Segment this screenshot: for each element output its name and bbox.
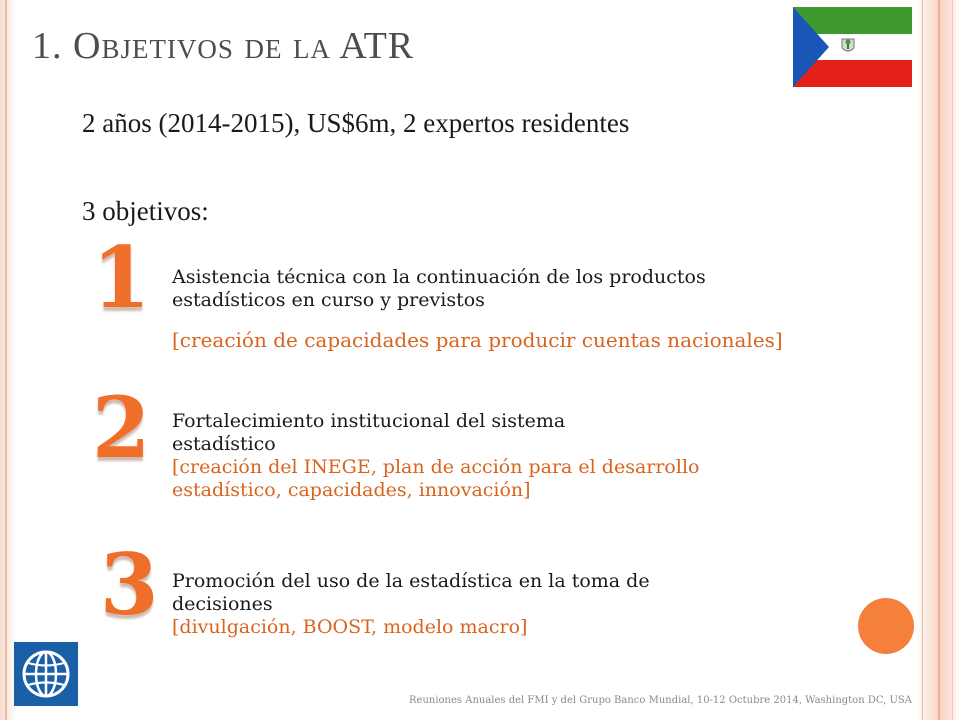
objective-number-2: 2 xyxy=(92,378,151,477)
objective-3-text: Promoción del uso de la estadística en la toma de decisiones xyxy=(172,570,650,615)
world-bank-logo-icon xyxy=(14,642,78,706)
project-summary: 2 años (2014-2015), US$6m, 2 expertos residentes xyxy=(82,108,630,138)
equatorial-guinea-flag-icon xyxy=(793,7,912,87)
objective-3 xyxy=(172,570,732,639)
objective-2 xyxy=(172,410,812,502)
objective-2-text: Fortalecimiento institucional del sistema estadístico xyxy=(172,410,566,455)
right-decorative-border xyxy=(916,0,960,720)
page-title: 1. Objetivos de la ATR xyxy=(32,25,415,67)
left-decorative-border xyxy=(0,0,16,720)
objective-1-detail: [creación de capacidades para producir cuentas nacionales] xyxy=(172,328,783,352)
objective-3-detail: [divulgación, BOOST, modelo macro] xyxy=(172,616,528,638)
decorative-orange-circle xyxy=(858,598,914,654)
objective-number-1: 1 xyxy=(92,228,151,327)
objective-number-3: 3 xyxy=(100,535,159,634)
footer-event-note: Reuniones Anuales del FMI y del Grupo Banco Mundial, 10-12 Octubre 2014, Washington DC, USA xyxy=(409,695,912,706)
objective-2-detail: [creación del INEGE, plan de acción para el desarrollo estadístico, capacidades, innovación] xyxy=(172,456,700,501)
objective-1-text: Asistencia técnica con la continuación de los productos estadísticos en curso y previstos xyxy=(172,266,706,311)
objectives-heading: 3 objetivos: xyxy=(82,196,209,226)
